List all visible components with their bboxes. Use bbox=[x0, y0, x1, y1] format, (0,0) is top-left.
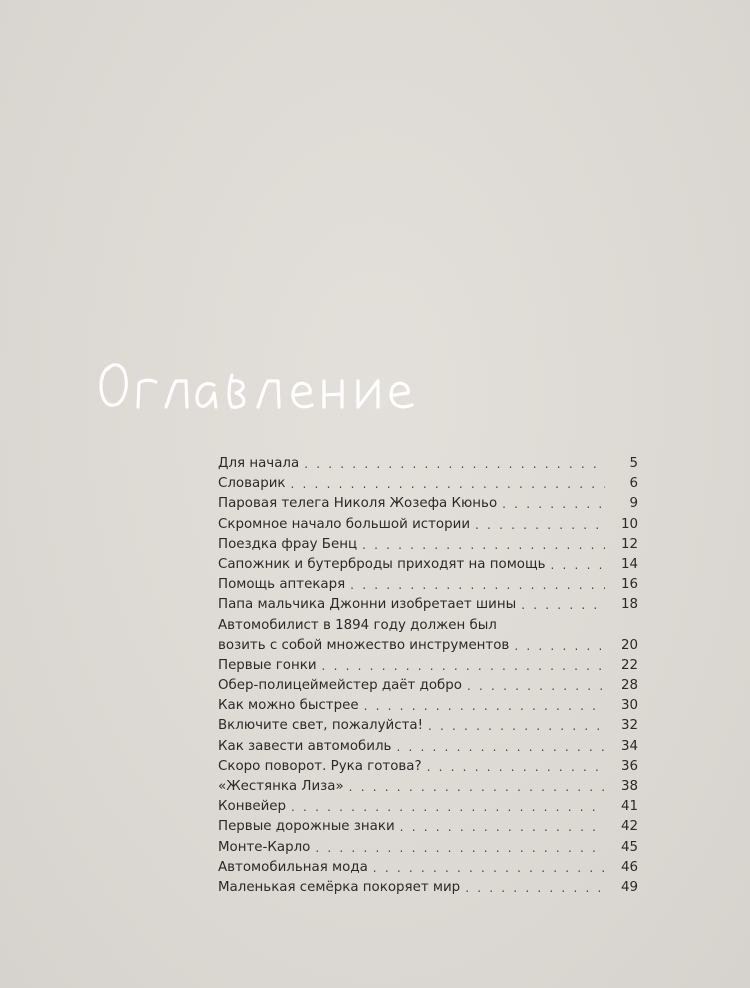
toc-entry-title: Паровая телега Николя Жозефа Кюньо bbox=[218, 496, 498, 512]
toc-entry-title: Поездка фрау Бенц bbox=[218, 536, 358, 552]
toc-page-number: 5 bbox=[629, 455, 638, 471]
dot-leader bbox=[362, 535, 605, 555]
toc-page-number: 28 bbox=[620, 678, 638, 694]
toc-page-number: 34 bbox=[620, 738, 638, 754]
dot-leader bbox=[521, 595, 605, 615]
toc-entry[interactable] bbox=[218, 696, 638, 716]
toc-entry[interactable] bbox=[218, 454, 638, 474]
toc-entry-title: Обер-полицеймейстер даёт добро bbox=[218, 678, 462, 694]
toc-entry[interactable] bbox=[218, 555, 638, 575]
toc-entry[interactable] bbox=[218, 575, 638, 595]
dot-leader bbox=[291, 797, 605, 817]
toc-entry-title: Сапожник и бутерброды приходят на помощь bbox=[218, 556, 546, 572]
toc-entry-title: Монте-Карло bbox=[218, 839, 311, 855]
dot-leader bbox=[304, 454, 605, 474]
toc-page-number: 46 bbox=[620, 859, 638, 875]
toc-entry[interactable] bbox=[218, 716, 638, 736]
dot-leader bbox=[475, 515, 605, 535]
toc-entry[interactable] bbox=[218, 777, 638, 797]
dot-leader bbox=[400, 817, 605, 837]
toc-entry[interactable] bbox=[218, 474, 638, 494]
toc-page-number: 18 bbox=[620, 597, 638, 613]
toc-entry[interactable] bbox=[218, 595, 638, 615]
toc-page-number: 12 bbox=[620, 536, 638, 552]
toc-entry-title: Скромное начало большой истории bbox=[218, 516, 471, 532]
toc-page-number: 22 bbox=[620, 657, 638, 673]
page-title bbox=[96, 345, 516, 425]
toc-entry[interactable] bbox=[218, 858, 638, 878]
toc-entry-title: Для начала bbox=[218, 455, 300, 471]
toc-page-number: 30 bbox=[620, 698, 638, 714]
dot-leader bbox=[396, 737, 605, 757]
toc-entry[interactable] bbox=[218, 817, 638, 837]
toc-entry[interactable] bbox=[218, 676, 638, 696]
toc-page-number: 10 bbox=[620, 516, 638, 532]
dot-leader bbox=[349, 777, 605, 797]
dot-leader bbox=[551, 555, 606, 575]
dot-leader bbox=[291, 474, 606, 494]
dot-leader bbox=[315, 838, 605, 858]
handwritten-title-image bbox=[96, 345, 516, 425]
toc-page-number: 36 bbox=[620, 758, 638, 774]
toc-entry-title: Словарик bbox=[218, 476, 286, 492]
toc-page-number: 41 bbox=[620, 799, 638, 815]
toc-entry-title: «Жестянка Лиза» bbox=[218, 779, 344, 794]
toc-entry[interactable] bbox=[218, 494, 638, 514]
dot-leader bbox=[428, 716, 605, 736]
toc-entry[interactable] bbox=[218, 838, 638, 858]
toc-entry[interactable] bbox=[218, 757, 638, 777]
toc-page-number: 20 bbox=[620, 637, 638, 653]
toc-entry[interactable] bbox=[218, 515, 638, 535]
dot-leader bbox=[322, 656, 605, 676]
toc-entry-title: Автомобилист в 1894 году должен был bbox=[218, 617, 497, 633]
toc-page-number: 6 bbox=[629, 476, 638, 492]
table-of-contents bbox=[218, 454, 638, 898]
toc-entry-title: Маленькая семёрка покоряет мир bbox=[218, 879, 461, 895]
toc-entry[interactable] bbox=[218, 656, 638, 676]
toc-entry-title: Первые дорожные знаки bbox=[218, 819, 395, 835]
dot-leader bbox=[364, 696, 605, 716]
toc-entry[interactable] bbox=[218, 535, 638, 555]
toc-entry-title: Первые гонки bbox=[218, 657, 317, 673]
toc-entry-title: Помощь аптекаря bbox=[218, 577, 346, 593]
dot-leader bbox=[373, 858, 605, 878]
toc-entry[interactable] bbox=[218, 797, 638, 817]
toc-page-number: 38 bbox=[620, 779, 638, 794]
dot-leader bbox=[514, 636, 605, 656]
toc-entry[interactable] bbox=[218, 737, 638, 757]
dot-leader bbox=[465, 878, 605, 898]
toc-entry-title-continued: возить с собой множество инструментов bbox=[218, 637, 510, 653]
toc-entry-title: Скоро поворот. Рука готова? bbox=[218, 758, 422, 774]
toc-page-number: 42 bbox=[620, 819, 638, 835]
toc-page-number: 16 bbox=[620, 577, 638, 593]
toc-entry[interactable] bbox=[218, 616, 638, 656]
toc-entry-title: Включите свет, пожалуйста! bbox=[218, 718, 423, 734]
toc-page-number: 14 bbox=[620, 556, 638, 572]
toc-entry-title: Конвейер bbox=[218, 799, 287, 815]
toc-entry-title: Как можно быстрее bbox=[218, 698, 359, 714]
toc-entry-title: Папа мальчика Джонни изобретает шины bbox=[218, 597, 517, 613]
toc-entry-title: Как завести автомобиль bbox=[218, 738, 392, 754]
toc-entry[interactable] bbox=[218, 878, 638, 898]
toc-page-number: 32 bbox=[620, 718, 638, 734]
dot-leader bbox=[427, 757, 605, 777]
toc-page-number: 9 bbox=[629, 496, 638, 512]
dot-leader bbox=[502, 494, 605, 514]
dot-leader bbox=[467, 676, 605, 696]
dot-leader bbox=[350, 575, 605, 595]
toc-page-number: 49 bbox=[620, 879, 638, 895]
toc-page-number: 45 bbox=[620, 839, 638, 855]
toc-entry-title: Автомобильная мода bbox=[218, 859, 368, 875]
